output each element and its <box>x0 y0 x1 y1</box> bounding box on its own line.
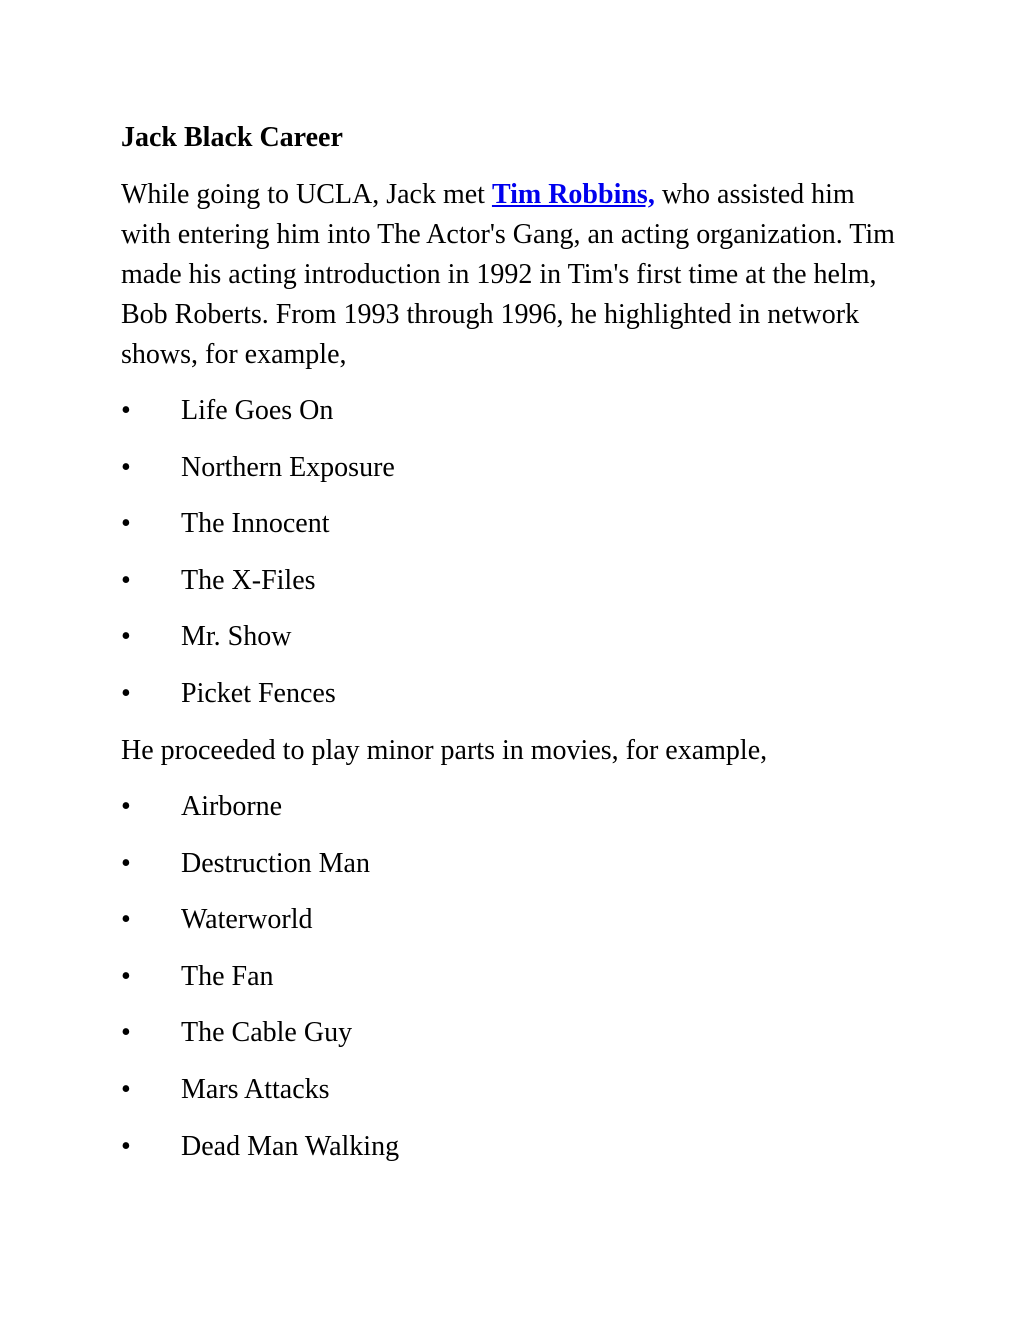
bullet: • <box>121 621 131 653</box>
bullet: • <box>121 508 131 540</box>
list-item-text: The X-Files <box>181 564 316 596</box>
intro-paragraph <box>121 175 911 375</box>
list-item-text: Waterworld <box>181 904 313 936</box>
intro-text-before-link: While going to UCLA, Jack met <box>121 179 492 210</box>
bullet: • <box>121 960 131 992</box>
list-item-text: The Innocent <box>181 508 330 540</box>
bullet: • <box>121 451 131 483</box>
list-item-text: Airborne <box>181 791 283 822</box>
bullet: • <box>121 1073 131 1105</box>
list-item-text: Northern Exposure <box>181 451 395 483</box>
list-item-text: Destruction Man <box>181 847 370 879</box>
section-heading: Jack Black Career <box>121 122 343 153</box>
bullet: • <box>121 904 131 936</box>
intro-text-after-link: who assisted him with entering him into The Actor's Gang, an acting organization. Tim made his acting introduction in 1992 in Tim's first time at the helm, Bob Roberts. From 1993 through 1996, he highlighted in network shows, for example, <box>121 179 895 370</box>
list-item-text: The Fan <box>181 960 274 992</box>
list-item-text: Mars Attacks <box>181 1073 330 1105</box>
list-item-text: Life Goes On <box>181 395 334 426</box>
movies-intro-paragraph: He proceeded to play minor parts in movies, for example, <box>121 735 768 766</box>
bullet: • <box>121 791 131 822</box>
bullet: • <box>121 677 131 709</box>
list-item-text: Dead Man Walking <box>181 1130 400 1162</box>
bullet: • <box>121 1017 131 1049</box>
tim-robbins-link[interactable]: Tim Robbins, <box>491 179 655 210</box>
bullet: • <box>121 564 131 596</box>
list-item-text: The Cable Guy <box>181 1017 353 1049</box>
bullet: • <box>121 1130 131 1162</box>
list-item-text: Picket Fences <box>181 677 336 709</box>
bullet: • <box>121 395 131 426</box>
bullet: • <box>121 847 131 879</box>
list-item-text: Mr. Show <box>181 621 292 653</box>
